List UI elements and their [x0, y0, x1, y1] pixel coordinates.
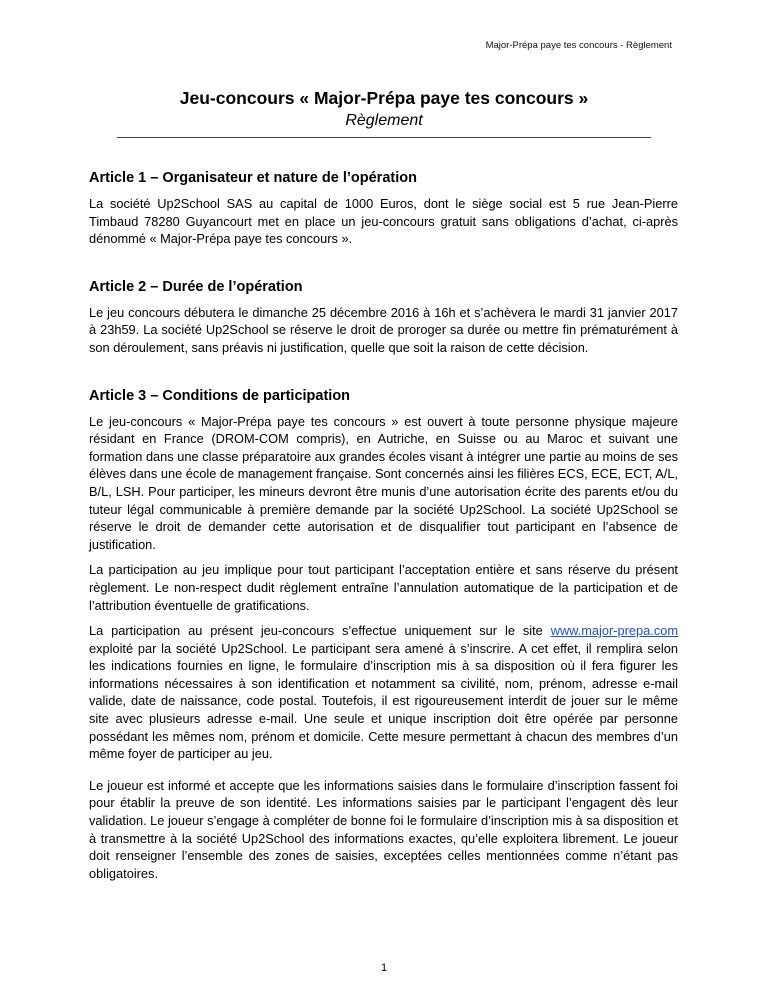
- section-spacer: [89, 256, 678, 279]
- page-number: 1: [380, 962, 388, 974]
- article-heading: Article 2 – Durée de l’opération: [89, 278, 303, 295]
- article-heading: Article 1 – Organisateur et nature de l’opération: [89, 170, 417, 186]
- article-paragraph: Le jeu concours débutera le dimanche 25 décembre 2016 à 16h et s’achèvera le mardi 31 janvier 2017 à 23h59. La société Up2School se réserve le droit de proroger sa durée ou mettre fin prématurément à son déroulement, sans préavis ni justification, quelle que soit la raison de cette décision.: [89, 304, 678, 355]
- document-subtitle: Règlement: [345, 112, 423, 129]
- article-heading: Article 3 – Conditions de participation: [89, 387, 351, 404]
- document-title: Jeu-concours « Major-Prépa paye tes concours »: [179, 88, 589, 108]
- section-spacer: [89, 365, 678, 388]
- article-paragraph: La société Up2School SAS au capital de 1000 Euros, dont le siège social est 5 rue Jean-Pierre Timbaud 78280 Guyancourt met en place un jeu-concours gratuit sans obligations d’achat, ci-après dénommé « Major-Prépa paye tes concours ».: [89, 196, 678, 247]
- title-divider: [117, 137, 651, 138]
- paragraph-text-after-link: exploité par la société Up2School. Le participant sera amené à s’inscrire. A cet effet, il remplira selon les indications fournies en ligne, le formulaire d’inscription mis à sa disposition où il fera figurer les informations nécessaires à son identification et notamment sa civilité, nom, prénom, adresse e-mail valide, date de naissance, code postal. Toutefois, il est rigoureusement interdit de jouer sur le même site avec plusieurs adresse e-mail. Une seule et unique inscription doit être opérée par personne possédant les mêmes nom, prénom et domicile. Cette mesure permettant à chacun des membres d’un même foyer de participer au jeu.: [89, 640, 678, 762]
- article-1: [89, 170, 678, 248]
- paragraph-text-before-link: La participation au présent jeu-concours s’effectue uniquement sur le site: [89, 623, 551, 639]
- major-prepa-website-link[interactable]: www.major-prepa.com: [550, 623, 678, 639]
- article-3: [89, 388, 678, 883]
- article-2: [89, 279, 678, 357]
- article-paragraph: [89, 622, 678, 763]
- article-paragraph: La participation au jeu implique pour tout participant l’acceptation entière et sans réserve du présent règlement. Le non-respect dudit règlement entraîne l’annulation automatique de la participation et de l’attribution éventuelle de gratifications.: [89, 562, 678, 613]
- running-header: Major-Prépa paye tes concours - Règlement: [485, 40, 672, 51]
- article-paragraph: Le joueur est informé et accepte que les informations saisies dans le formulaire d’inscription fassent foi pour établir la preuve de son identité. Les informations saisies par le participant l’engagent dès leur validation. Le joueur s’engage à compléter de bonne foi le formulaire d’inscription mis à sa disposition et à transmettre à la société Up2School des informations exactes, qu’elle exploitera librement. Le joueur doit renseigner l’ensemble des zones de saisies, exceptées celles mentionnées comme n’étant pas obligatoires.: [89, 777, 678, 881]
- document-body: [89, 170, 678, 890]
- article-paragraph: Le jeu-concours « Major-Prépa paye tes concours » est ouvert à toute personne physique majeure résidant en France (DROM-COM compris), en Autriche, en Suisse ou au Maroc et suivant une formation dans une classe préparatoire aux grandes écoles visant à intégrer une partie au moins de ses élèves dans une école de management française. Sont concernés ainsi les filières ECS, ECE, ECT, A/L, B/L, LSH. Pour participer, les mineurs devront être munis d’une autorisation écrite des parents et/ou du tuteur légal communicable à première demande par la société Up2School. La société Up2School se réserve le droit de demander cette autorisation et de disqualifier tout participant en l’absence de justification.: [89, 413, 678, 552]
